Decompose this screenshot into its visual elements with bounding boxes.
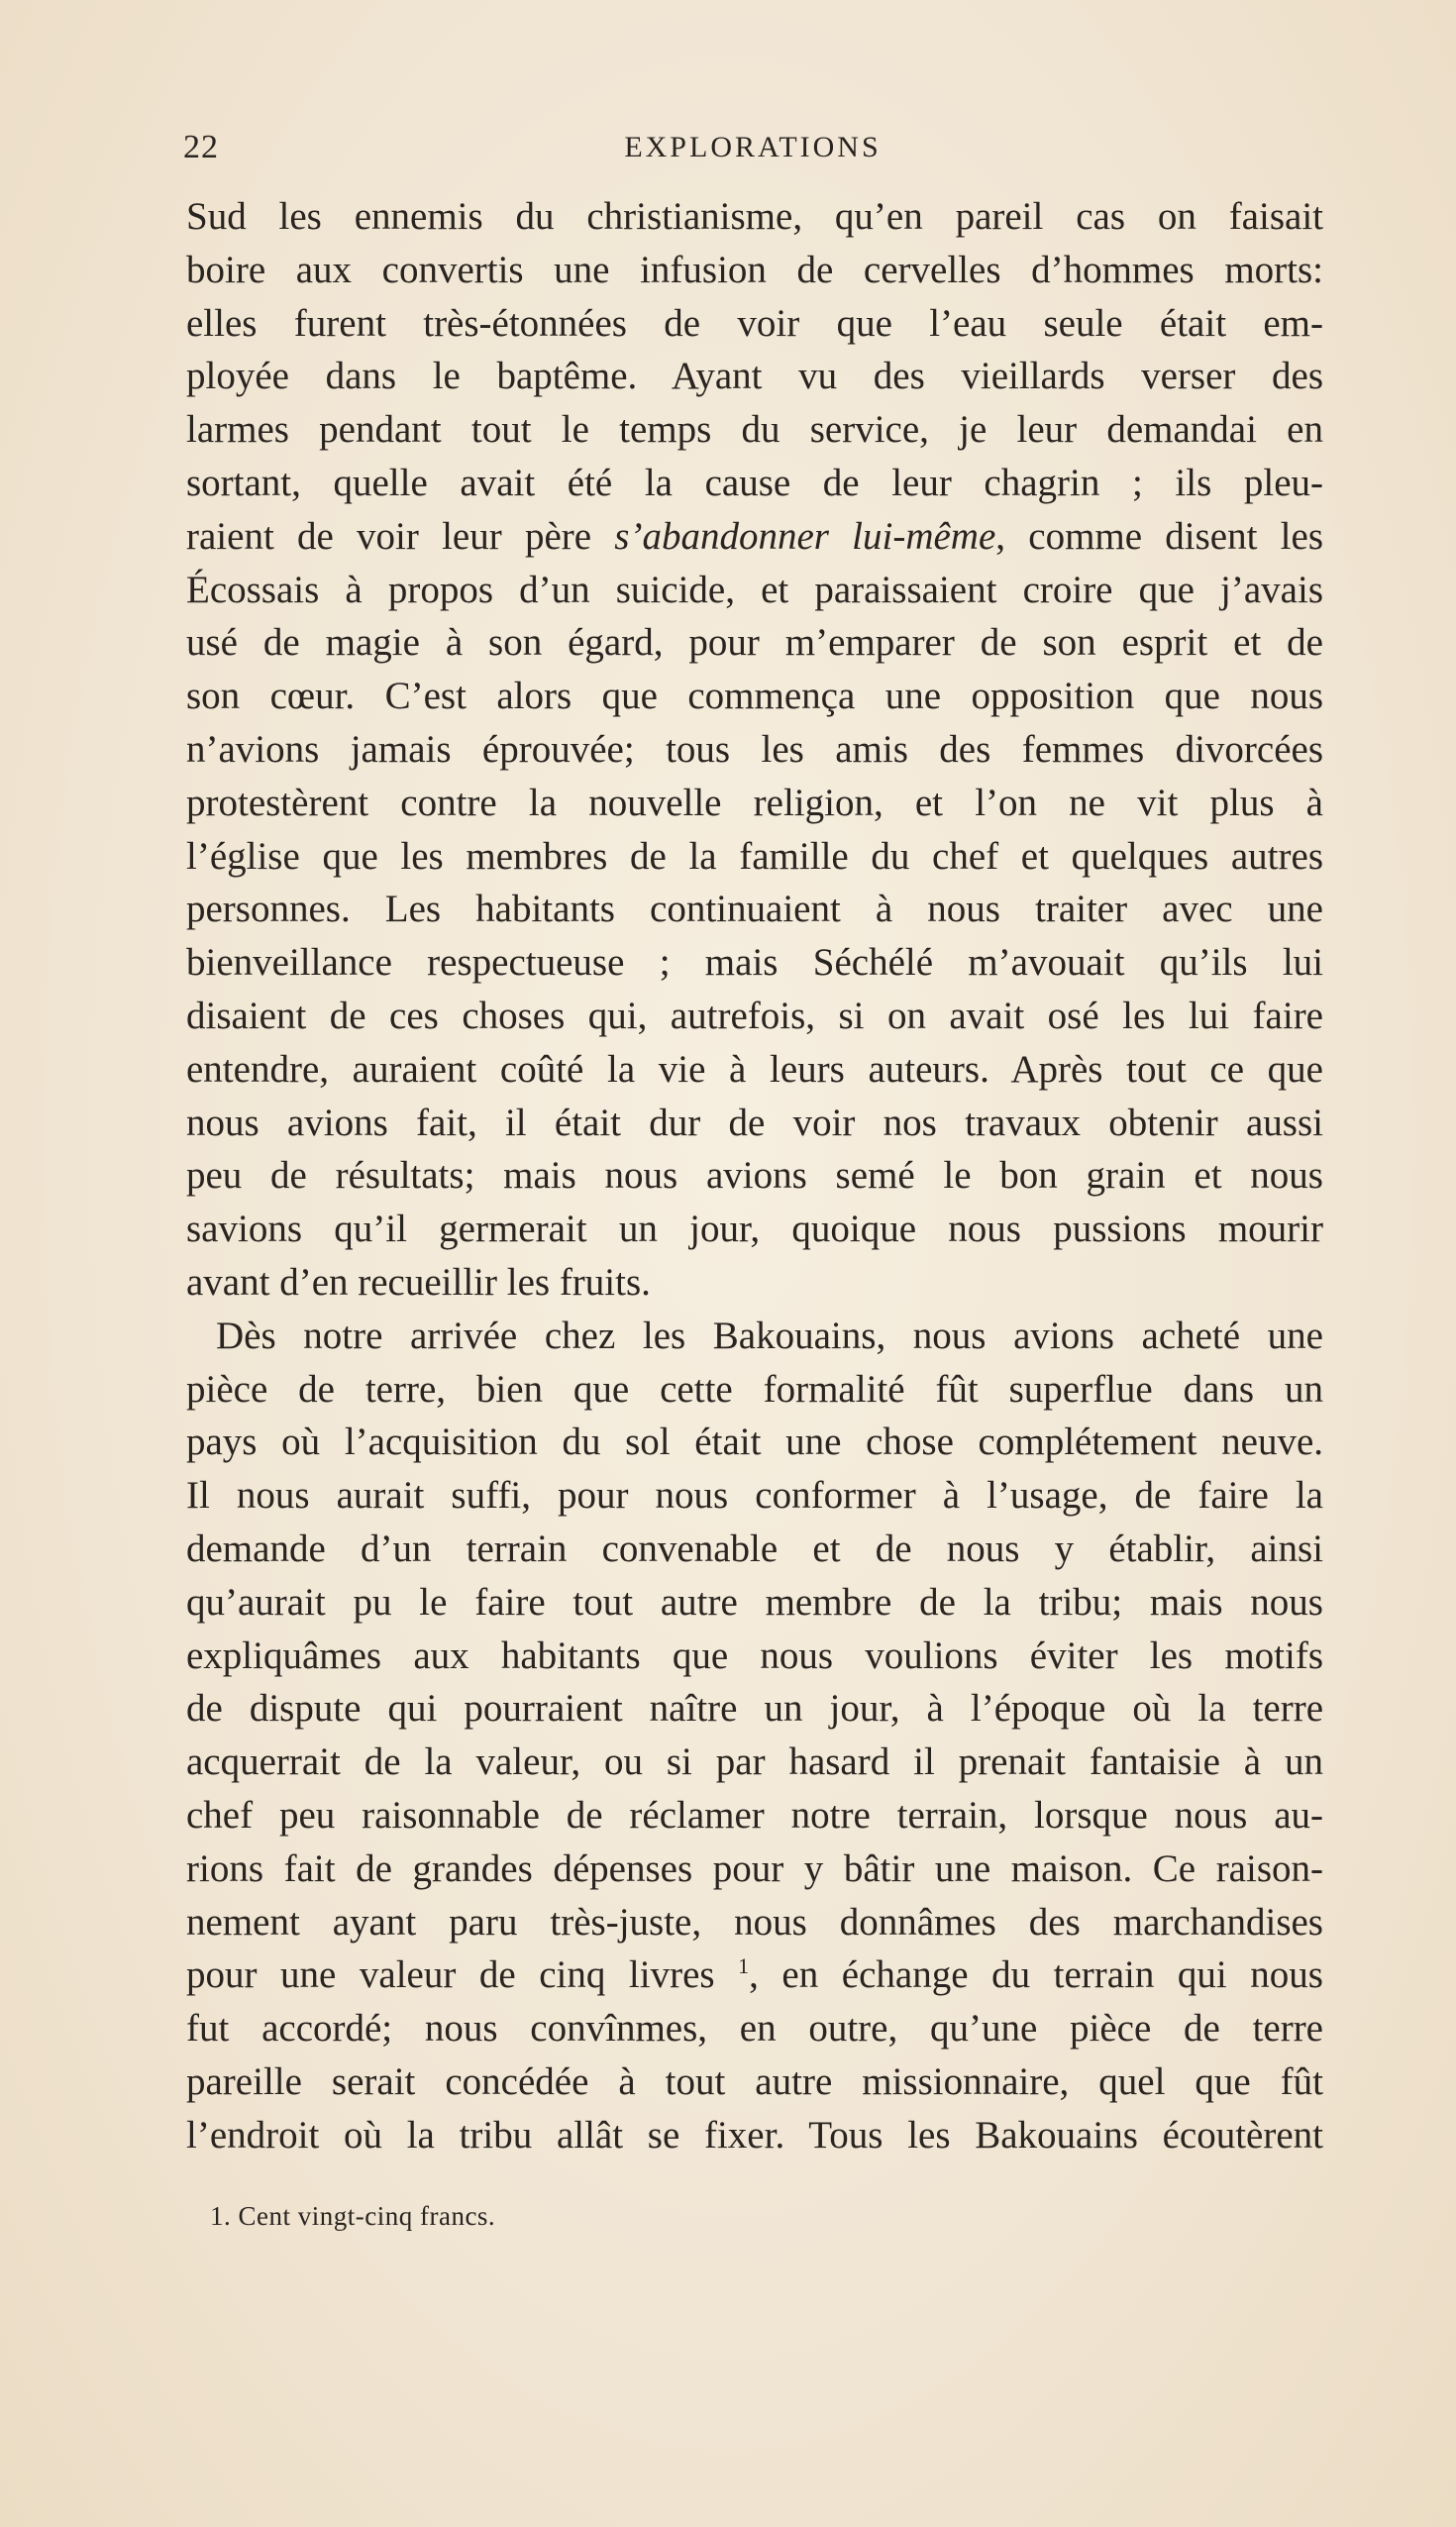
text-line: protestèrent contre la nouvelle religion, et l’on ne vit plus à xyxy=(186,781,1323,824)
text-line: sortant, quelle avait été la cause de leur chagrin ; ils pleu- xyxy=(186,461,1323,504)
footnote-reference: 1 xyxy=(738,1953,750,1979)
text-line: fut accordé; nous convînmes, en outre, qu’une pièce de terre xyxy=(186,2007,1323,2051)
text-line: acquerrait de la valeur, ou si par hasard il prenait fantaisie à un xyxy=(186,1740,1323,1784)
text-line xyxy=(186,1948,1323,2002)
footnote-text: Cent vingt-cinq francs. xyxy=(238,2201,496,2231)
text-line: qu’aurait pu le faire tout autre membre de la tribu; mais nous xyxy=(186,1580,1323,1624)
text-line: Dès notre arrivée chez les Bakouains, nous avions acheté une xyxy=(216,1314,1323,1357)
text-line: son cœur. C’est alors que commença une opposition que nous xyxy=(186,675,1323,718)
text-line xyxy=(186,510,1323,564)
text-line: usé de magie à son égard, pour m’emparer de son esprit et de xyxy=(186,621,1323,665)
text-line: peu de résultats; mais nous avions semé le bon grain et nous xyxy=(186,1154,1323,1198)
text-line: Écossais à propos d’un suicide, et paraissaient croire que j’avais xyxy=(186,568,1323,611)
footnote xyxy=(210,2201,495,2232)
footnote-number: 1. xyxy=(210,2201,232,2231)
text-line: pièce de terre, bien que cette formalité fût superflue dans un xyxy=(186,1367,1323,1411)
running-title: EXPLORATIONS xyxy=(624,131,882,163)
text-line: nement ayant paru très-juste, nous donnâmes des marchandises xyxy=(186,1900,1323,1944)
text-line: chef peu raisonnable de réclamer notre terrain, lorsque nous au- xyxy=(186,1793,1323,1837)
text-segment: pour une valeur de cinq livres xyxy=(186,1953,739,1997)
body-text xyxy=(186,190,1323,2161)
text-segment: raient de voir leur père xyxy=(186,514,615,558)
text-line: l’église que les membres de la famille du chef et quelques autres xyxy=(186,834,1323,878)
text-line: Sud les ennemis du christianisme, qu’en pareil cas on faisait xyxy=(186,195,1323,238)
page-header xyxy=(183,129,1322,180)
text-line: rions fait de grandes dépenses pour y bâtir une maison. Ce raison- xyxy=(186,1846,1323,1890)
text-line: entendre, auraient coûté la vie à leurs auteurs. Après tout ce que xyxy=(186,1047,1323,1091)
text-line: de dispute qui pourraient naître un jour, à l’époque où la terre xyxy=(186,1687,1323,1731)
italic-phrase: s’abandonner lui-même xyxy=(614,514,996,558)
text-line: l’endroit où la tribu allât se fixer. Tous les Bakouains écoutèrent xyxy=(186,2113,1323,2157)
text-line: elles furent très-étonnées de voir que l’eau seule était em- xyxy=(186,301,1323,345)
text-line: avant d’en recueillir les fruits. xyxy=(186,1260,651,1304)
text-line: pareille serait concédée à tout autre missionnaire, quel que fût xyxy=(186,2059,1323,2103)
text-line: nous avions fait, il était dur de voir nos travaux obtenir aussi xyxy=(186,1101,1323,1144)
text-line: bienveillance respectueuse ; mais Séchélé m’avouait qu’ils lui xyxy=(186,941,1323,985)
text-line: expliquâmes aux habitants que nous voulions éviter les motifs xyxy=(186,1633,1323,1677)
text-segment: , en échange du terrain qui nous xyxy=(749,1953,1323,1997)
text-segment: , comme disent les xyxy=(995,514,1324,558)
text-line: personnes. Les habitants continuaient à nous traiter avec une xyxy=(186,888,1323,931)
text-line: Il nous aurait suffi, pour nous conformer à l’usage, de faire la xyxy=(186,1474,1323,1518)
text-line: demande d’un terrain convenable et de nous y établir, ainsi xyxy=(186,1527,1323,1570)
paragraph-2 xyxy=(186,1310,1323,2162)
page-number: 22 xyxy=(183,129,219,165)
text-line: pays où l’acquisition du sol était une chose complétement neuve. xyxy=(186,1421,1323,1464)
text-line: ployée dans le baptême. Ayant vu des vieillards verser des xyxy=(186,355,1323,398)
text-line: larmes pendant tout le temps du service, je leur demandai en xyxy=(186,408,1323,452)
text-line: disaient de ces choses qui, autrefois, si on avait osé les lui faire xyxy=(186,994,1323,1037)
text-line: n’avions jamais éprouvée; tous les amis des femmes divorcées xyxy=(186,727,1323,771)
text-line: boire aux convertis une infusion de cervelles d’hommes morts: xyxy=(186,248,1323,291)
paragraph-1 xyxy=(186,190,1323,1310)
text-line: savions qu’il germerait un jour, quoique nous pussions mourir xyxy=(186,1208,1323,1251)
